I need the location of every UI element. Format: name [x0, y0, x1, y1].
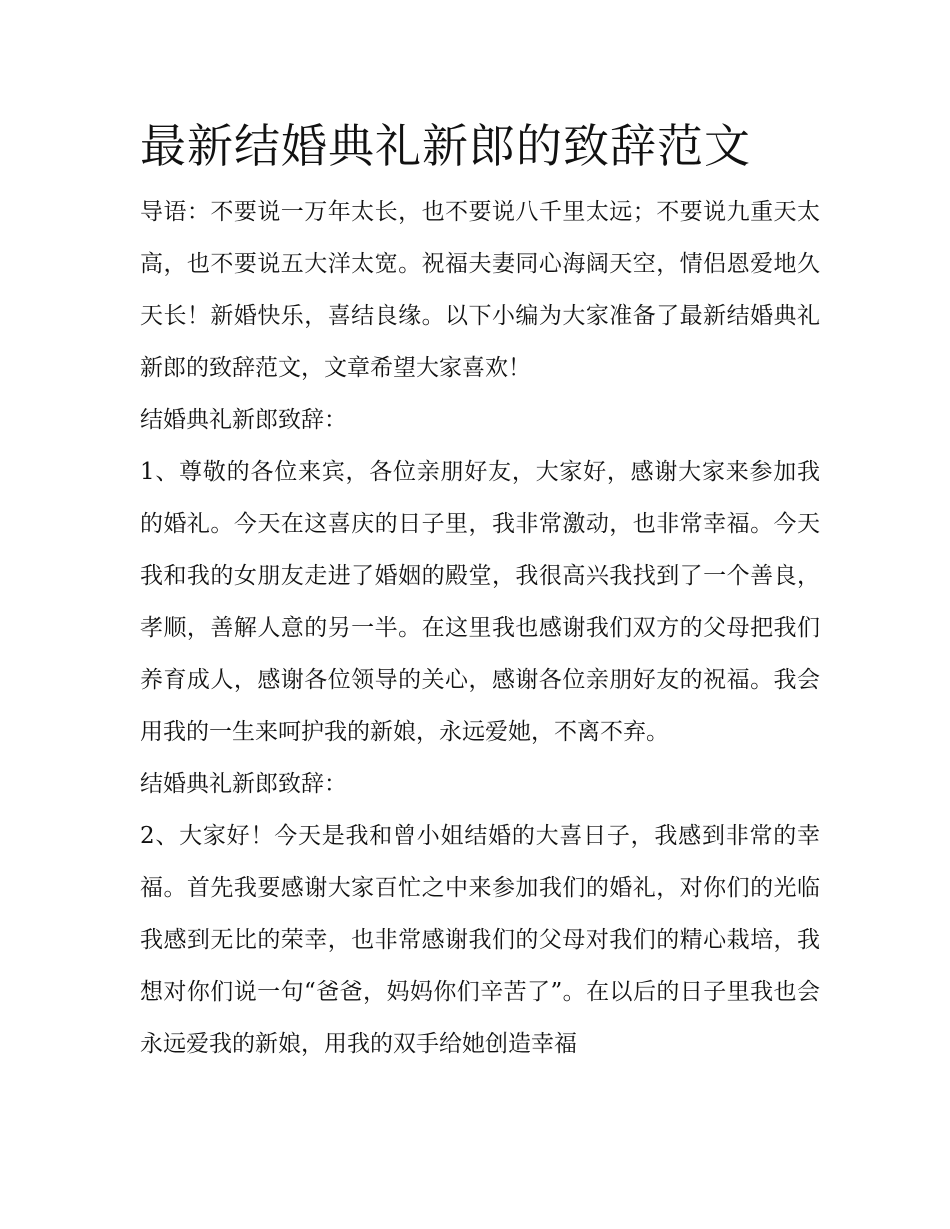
section-heading-2: 结婚典礼新郎致辞： — [140, 771, 347, 797]
intro-paragraph: 导语：不要说一万年太长，也不要说八千里太远；不要说九重天太高，也不要说五大洋太宽。祝福夫妻同心海阔天空，情侣恩爱地久天长！新婚快乐，喜结良缘。以下小编为大家准备了最新结婚典礼新郎的致辞范文，文章希望大家喜欢！ — [140, 199, 820, 381]
section-heading-1: 结婚典礼新郎致辞： — [140, 407, 347, 433]
speech-paragraph-2: 2、大家好！今天是我和曾小姐结婚的大喜日子，我感到非常的幸福。首先我要感谢大家百忙之中来参加我们的婚礼，对你们的光临我感到无比的荣幸，也非常感谢我们的父母对我们的精心栽培，我想对你们说一句“爸爸，妈妈你们辛苦了”。在以后的日子里我也会永远爱我的新娘，用我的双手给她创造幸福 — [140, 823, 820, 1057]
document-title: 最新结婚典礼新郎的致辞范文 — [140, 119, 751, 173]
document-page — [140, 110, 820, 1070]
speech-paragraph-1: 1、尊敬的各位来宾，各位亲朋好友，大家好，感谢大家来参加我的婚礼。今天在这喜庆的日子里，我非常激动，也非常幸福。今天我和我的女朋友走进了婚姻的殿堂，我很高兴我找到了一个善良，孝顺，善解人意的另一半。在这里我也感谢我们双方的父母把我们养育成人，感谢各位领导的关心，感谢各位亲朋好友的祝福。我会用我的一生来呵护我的新娘，永远爱她，不离不弃。 — [140, 459, 820, 745]
